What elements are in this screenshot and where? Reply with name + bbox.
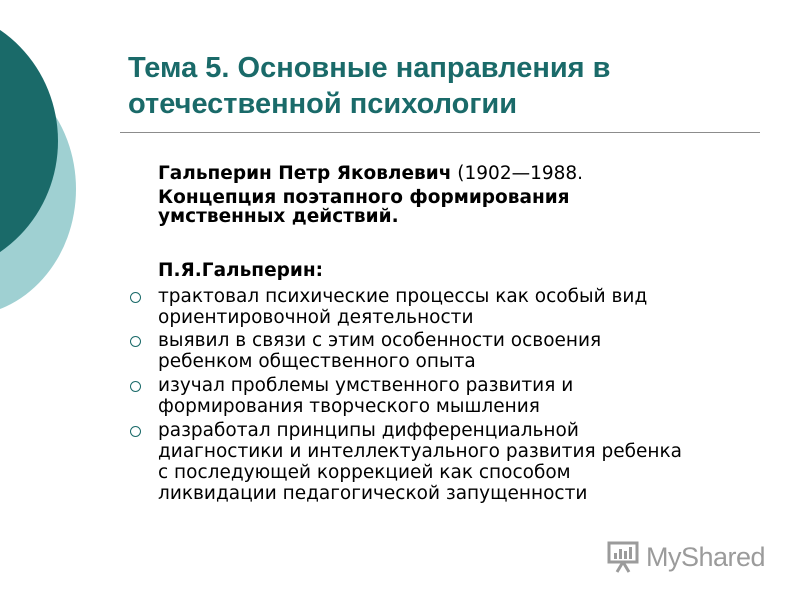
myshared-logo[interactable] xyxy=(606,537,786,577)
bullet-item-3 xyxy=(158,375,758,417)
title-line-1: Тема 5. Основные направления в xyxy=(128,52,611,84)
bullet-line: с последующей коррекцией как способом xyxy=(158,462,571,483)
concept-line-2: умственных действий. xyxy=(158,206,399,227)
bullet-line: выявил в связи с этим особенности освоения xyxy=(158,330,602,351)
person-years: (1902—1988. xyxy=(451,163,584,184)
bullet-line: ориентировочной деятельности xyxy=(158,307,474,328)
bullet-line: ликвидации педагогической запущенности xyxy=(158,483,588,504)
bullet-line: формирования творческого мышления xyxy=(158,396,540,417)
presentation-board-icon xyxy=(606,540,640,574)
author-label: П.Я.Гальперин: xyxy=(158,260,324,281)
person-name: Гальперин Петр Яковлевич xyxy=(158,163,452,184)
bullet-line: разработал принципы дифференциальной xyxy=(158,420,579,441)
ring-bullet-icon xyxy=(130,381,141,392)
bullet-item-4 xyxy=(158,420,758,504)
bullet-line: диагностики и интеллектуального развития ребенка xyxy=(158,441,683,462)
bullet-line: трактовал психические процессы как особый вид xyxy=(158,286,648,307)
bullet-line: ребенком общественного опыта xyxy=(158,351,476,372)
title-line-2: отечественной психологии xyxy=(128,88,518,120)
bullet-item-1 xyxy=(158,286,758,328)
ring-bullet-icon xyxy=(130,292,141,303)
ring-bullet-icon xyxy=(130,336,141,347)
ring-bullet-icon xyxy=(130,426,141,437)
logo-text: MyShared xyxy=(646,541,766,572)
concept-line-1: Концепция поэтапного формирования xyxy=(158,187,570,208)
bullet-line: изучал проблемы умственного развития и xyxy=(158,375,574,396)
bullet-item-2 xyxy=(158,330,758,372)
